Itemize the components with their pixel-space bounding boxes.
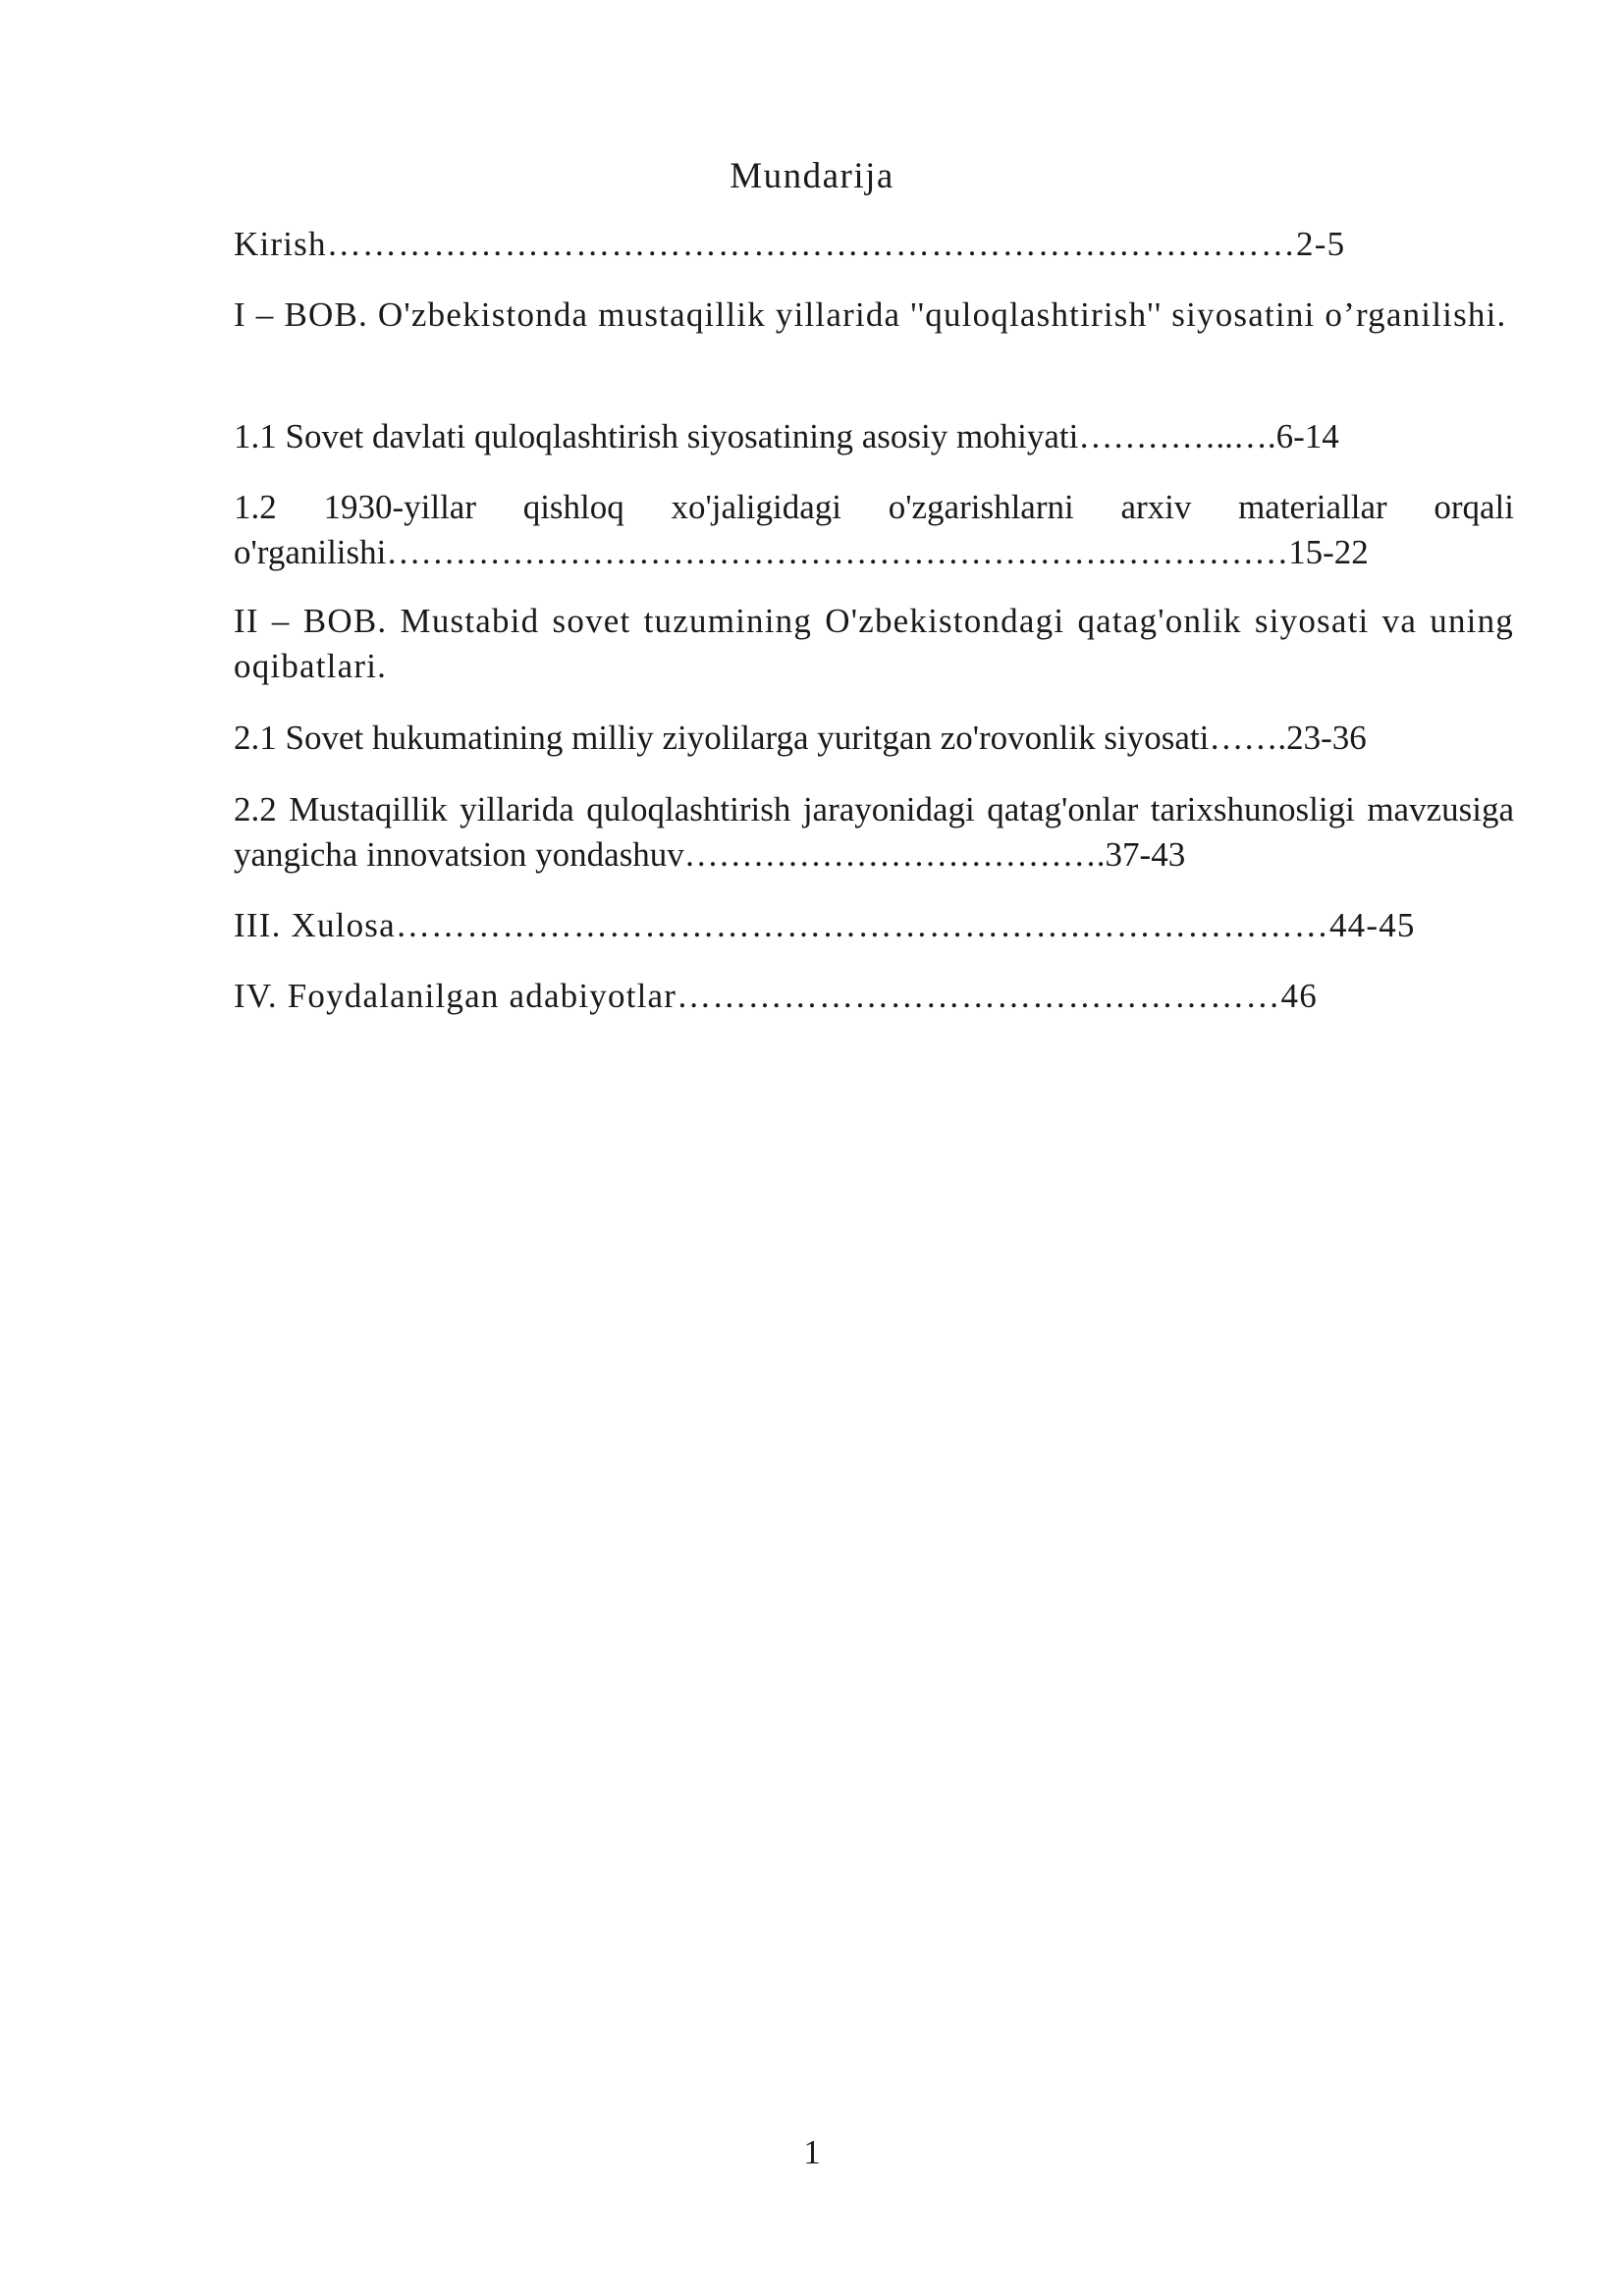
toc-entry-chapter-2: II – BOB. Mustabid sovet tuzumining O'zbekistondagi qatag'onlik siyosati va uning oqibatlari. (234, 602, 1514, 685)
toc-entry-kirish: Kirish………………………………………………………….……………2-5 (234, 225, 1346, 263)
toc-entry-1-2: 1.2 1930-yillar qishloq xo'jaligidagi o'zgarishlarni arxiv materiallar orqali o'rganilishi……………………………………………………….……………15-22 (234, 488, 1514, 571)
toc-entry-chapter-1: I – BOB. O'zbekistonda mustaqillik yillarida ''quloqlashtirish'' siyosatini o’rganilishi. (234, 295, 1507, 334)
toc-entry-references: IV. Foydalanilgan adabiyotlar……………………………………………46 (234, 977, 1318, 1015)
page-title: Mundarija (730, 156, 894, 196)
toc-entry-2-1: 2.1 Sovet hukumatining milliy ziyolilarga yuritgan zo'rovonlik siyosati…….23-36 (234, 719, 1367, 757)
toc-entry-1-1: 1.1 Sovet davlati quloqlashtirish siyosatining asosiy mohiyati…………..….6-14 (234, 417, 1339, 455)
toc-entry-conclusion: III. Xulosa………………………………………………….…………………44-45 (234, 906, 1416, 944)
toc-entry-2-2: 2.2 Mustaqillik yillarida quloqlashtirish jarayonidagi qatag'onlar tarixshunosligi mavzusiga yangicha innovatsion yondashuv……………………………….37-43 (234, 790, 1514, 874)
page-number: 1 (803, 2133, 821, 2171)
